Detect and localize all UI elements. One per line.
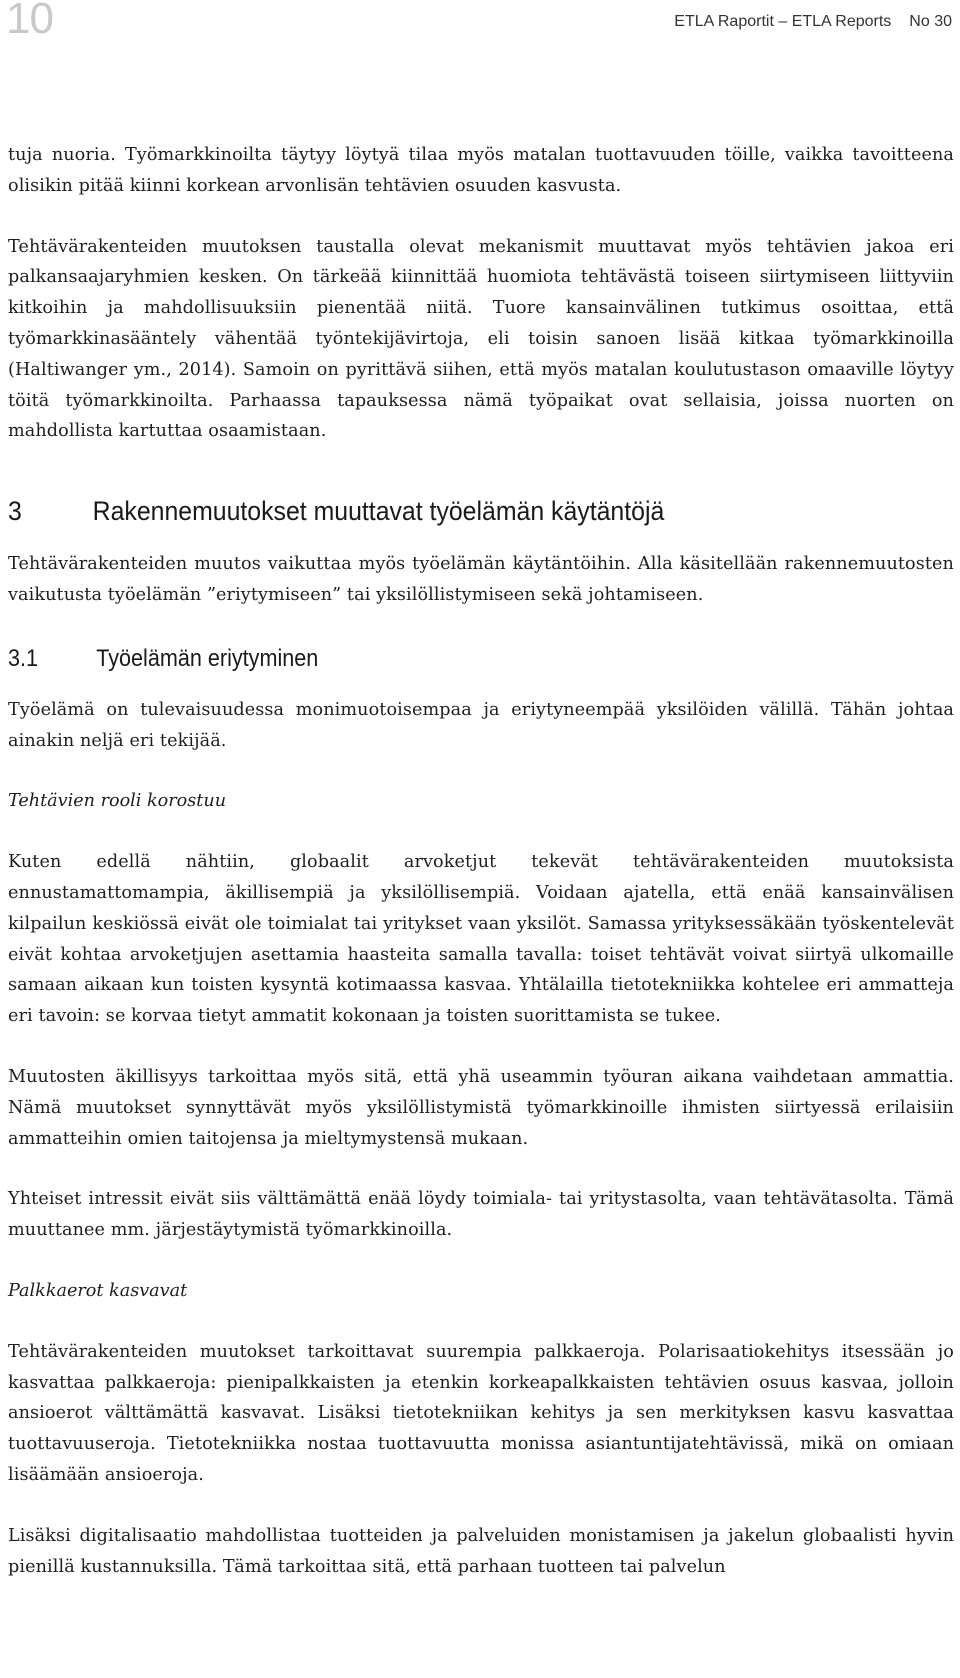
body-paragraph: Muutosten äkillisyys tarkoittaa myös sitä, että yhä useammin työuran aikana vaihdetaan ammattia. Nämä muutokset synnyttävät myös yksilöllistymistä työmarkkinoille ihmisten siirtyessä erilaisiin ammatteihin omien taitojensa ja mieltymystensä mukaan. [8, 1066, 954, 1149]
body-paragraph: Lisäksi digitalisaatio mahdollistaa tuotteiden ja palveluiden monistamisen ja jakelun globaalisti hyvin pienillä kustannuksilla. Tämä tarkoittaa sitä, että parhaan tuotteen tai palvelun [8, 1525, 954, 1577]
body-paragraph: Tehtävärakenteiden muutokset tarkoittavat suurempia palkkaeroja. Polarisaatiokehitys itsessään jo kasvattaa palkkaeroja: pienipalkkaisten ja etenkin korkeapalkkaisten tehtävien osuus kasvaa, jolloin ansioerot välttämättä kasvavat. Lisäksi tietotekniikan kehitys ja sen merkityksen kasvu kasvattaa tuottavuuseroja. Tietotekniikka nostaa tuottavuutta monissa asiantuntijatehtävissä, mikä on omiaan lisäämään ansioeroja. [8, 1341, 954, 1485]
subsection-heading [8, 641, 859, 677]
subsection-title: Työelämän eriytyminen [96, 644, 319, 672]
italic-subheading: Palkkaerot kasvavat [8, 1280, 188, 1301]
page-header [0, 0, 960, 60]
page-number: 10 [6, 0, 53, 43]
body-paragraph: Tehtävärakenteiden muutoksen taustalla olevat mekanismit muuttavat myös tehtävien jakoa eri palkansaajaryhmien kesken. On tärkeää kiinnittää huomiota tehtävästä toiseen siirtymiseen liittyviin kitkoihin ja mahdollisuuksiin pienentää niitä. Tuore kansainvälinen tutkimus osoittaa, että työmarkkinasääntely vähentää työntekijävirtoja, eli toisin sanoen lisää kitkaa työmarkkinoilla (Haltiwanger ym., 2014). Samoin on pyrittävä siihen, että myös matalan koulutustason omaaville löytyy töitä työmarkkinoilta. Parhaassa tapauksessa nämä työpaikat ovat sellaisia, joissa nuorten on mahdollista kartuttaa osaamistaan. [8, 236, 954, 442]
running-head [674, 13, 952, 31]
body-paragraph: Tehtävärakenteiden muutos vaikuttaa myös työelämän käytäntöihin. Alla käsitellään rakennemuutosten vaikutusta työelämän ”eriytymiseen” tai yksilöllistymiseen sekä johtamiseen. [8, 554, 954, 605]
section-title: Rakennemuutokset muuttavat työelämän käytäntöjä [92, 496, 665, 527]
report-series-number: No 30 [909, 13, 952, 30]
section-number: 3 [8, 496, 22, 527]
body-paragraph: tuja nuoria. Työmarkkinoilta täytyy löytyä tilaa myös matalan tuottavuuden töille, vaikka tavoitteena olisikin pitää kiinni korkean arvonlisän tehtävien osuuden kasvusta. [8, 145, 954, 196]
report-series-title: ETLA Raportit – ETLA Reports [674, 13, 892, 30]
subsection-number: 3.1 [8, 644, 39, 672]
section-heading [8, 491, 878, 531]
italic-subheading: Tehtävien rooli korostuu [8, 791, 227, 812]
page-body [8, 140, 954, 1582]
body-paragraph: Yhteiset intressit eivät siis välttämättä enää löydy toimiala- tai yritystasolta, vaan tehtävätasolta. Tämä muuttanee mm. järjestäytymistä työmarkkinoilla. [8, 1189, 954, 1241]
body-paragraph: Työelämä on tulevaisuudessa monimuotoisempaa ja eriytyneempää yksilöiden välillä. Tähän johtaa ainakin neljä eri tekijää. [8, 699, 954, 751]
body-paragraph: Kuten edellä nähtiin, globaalit arvoketjut tekevät tehtävärakenteiden muutoksista ennustamattomampia, äkillisempiä ja yksilöllisempiä. Voidaan ajatella, että enää kansainvälisen kilpailun keskiössä eivät ole toimialat tai yritykset vaan yksilöt. Samassa yrityksessäkään työskentelevät eivät kohtaa arvoketjujen asettamia haasteita samalla tavalla: toiset tehtävät voivat siirtyä ulkomaille samaan aikaan kun toisten kysyntä kotimaassa kasvaa. Yhtälailla tietotekniikka kohtelee eri ammatteja eri tavoin: se korvaa tietyt ammatit kokonaan ja toisten suorittamista se tukee. [8, 852, 954, 1027]
